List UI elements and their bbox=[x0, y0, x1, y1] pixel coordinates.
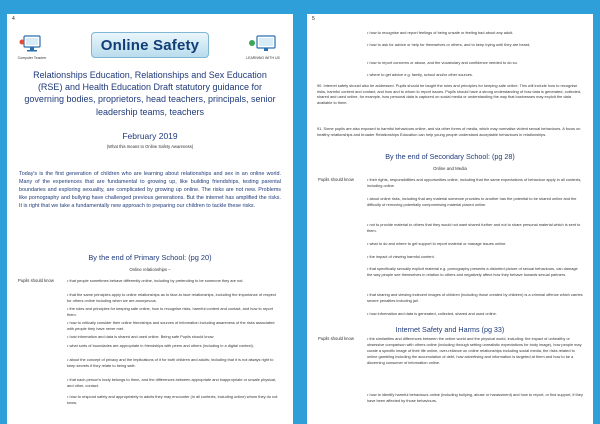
document-title: Relationships Education, Relationships and Sex Education (RSE) and Health Education Draft statutory guidance for governing bodies, proprietors, head teachers, principals, senior leadership teams, teachers bbox=[24, 70, 276, 117]
list-item: • what sorts of boundaries are appropriate in friendships with peers and others (including in a digital context). bbox=[67, 343, 254, 348]
list-item: • that specifically sexually explicit material e.g. pornography presents a distorted picture of sexual behaviours, can damage the way people see themselves in relation to others and negatively affect how they behave towards sexual partners. bbox=[367, 266, 578, 277]
list-item: • how to ask for advice or help for themselves or others, and to keep trying until they are heard, bbox=[367, 42, 531, 47]
online-safety-banner bbox=[91, 32, 209, 58]
list-item: • how to report concerns or abuse, and the vocabulary and confidence needed to do so. bbox=[367, 60, 518, 65]
section-subheading: Online relationships – bbox=[129, 267, 171, 272]
computer-teacher-logo bbox=[17, 34, 47, 60]
list-item: • their rights, responsibilities and opportunities online, including that the same expectations of behaviour apply in all contexts, including online. bbox=[367, 177, 582, 188]
pupils-label: Pupils should know bbox=[318, 336, 354, 341]
pupils-label: Pupils should know bbox=[318, 177, 354, 182]
page-number: 4 bbox=[12, 16, 15, 22]
list-item: • how to recognise and report feelings of being unsafe or feeling bad about any adult. bbox=[367, 30, 514, 35]
learning-logo bbox=[243, 34, 283, 60]
list-item: • about the concept of privacy and the implications of it for both children and adults; including that it is not always right to keep secrets if they relate to being safe. bbox=[67, 357, 274, 368]
list-item: • the similarities and differences between the online world and the physical world, including: the impact of unhealthy or obsessive comparison with others online (including through setting unrealistic expectations for body image), how people may curate a specific image of their life online, over-reliance on online relationships including social media, the risks related to online gambling including the accumulation of debt, how advertising and information is targeted at them and how to be a discerning consumer of information online. bbox=[367, 336, 582, 365]
list-item: • what to do and where to get support to report material or manage issues online. bbox=[367, 241, 507, 246]
list-item: • how information and data is shared and used online. Being safe Pupils should know bbox=[67, 334, 214, 339]
intro-paragraph: Today's is the first generation of children who are learning about relationships and sex in an online world. Many of the experiences that are fundamental to growing up, like building friendships, testing parental boundaries and exploring sexuality, are complicated by growing up online. The risks are not new. Problems like pornography and bullying have challenged previous generations. But the internet has amplified the risks. It is right that we take a fundamentally new approach to preparing our children to tackle these risks. bbox=[19, 171, 281, 210]
section-heading: By the end of Secondary School: (pg 28) bbox=[385, 152, 515, 161]
page-number: 5 bbox=[312, 16, 315, 22]
logo-caption: LEARNING WITH US bbox=[246, 56, 280, 60]
pupils-label: Pupils should know bbox=[18, 278, 54, 283]
monitor-icon bbox=[243, 34, 283, 54]
list-item: • how to critically consider their online friendships and sources of information including awareness of the risks associated with people they have never met. bbox=[67, 320, 275, 331]
section-heading-2: Internet Safety and Harms (pg 33) bbox=[395, 325, 505, 334]
left-page bbox=[7, 14, 293, 424]
list-item: • that each person's body belongs to them, and the differences between appropriate and inappropriate or unsafe physical, and other, contact. bbox=[67, 377, 277, 388]
list-item: • how to respond safely and appropriately to adults they may encounter (in all contexts, including online) whom they do not know. bbox=[67, 394, 278, 405]
banner-text: Online Safety bbox=[100, 36, 200, 54]
document-note: (What this means to Online Safety Awareness) bbox=[106, 144, 194, 149]
list-item: • that sharing and viewing indecent images of children (including those created by children) is a criminal offence which carries severe penalties including jail. bbox=[367, 292, 583, 303]
list-item: • how to identify harmful behaviours online (including bullying, abuse or harassment) and how to report, or find support, if they have been affected by those behaviours. bbox=[367, 392, 583, 403]
paragraph-90: 90. Internet safety should also be addressed. Pupils should be taught the rules and principles for keeping safe online. This will include how to recognise risks, harmful content and contact, and how and to whom to report issues. Pupils should have a strong understanding of how data is generated, collected, shared and used online, for example, how personal data is captured on social media or understanding the way that businesses may exploit the data available to them. bbox=[317, 83, 582, 105]
list-item: • where to get advice e.g. family, school and/or other sources. bbox=[367, 72, 473, 77]
document-date: February 2019 bbox=[122, 131, 178, 141]
list-item: • the rules and principles for keeping safe online, how to recognise risks, harmful content and contact, and how to report them. bbox=[67, 306, 273, 317]
monitor-icon bbox=[17, 34, 47, 54]
list-item: • how information and data is generated, collected, shared and used online. bbox=[367, 311, 497, 316]
paragraph-91: 91. Some pupils are also exposed to harmful behaviours online, and via other forms of media, which may normalise violent sexual behaviours. A focus on healthy relationships and broader Relationships Education can help young people understand acceptable behaviours in relationships. bbox=[317, 126, 581, 137]
list-item: • that people sometimes behave differently online, including by pretending to be someone they are not. bbox=[67, 278, 244, 283]
right-page bbox=[307, 14, 593, 424]
list-item: • that the same principles apply to online relationships as to face-to face relationships, including the importance of respect for others online including when we are anonymous. bbox=[67, 292, 276, 303]
list-item: • the impact of viewing harmful content. bbox=[367, 254, 435, 259]
section-subheading: Online and Media bbox=[433, 166, 467, 171]
section-heading: By the end of Primary School: (pg 20) bbox=[88, 253, 212, 262]
list-item: • not to provide material to others that they would not want shared further and not to share personal material which is sent to them. bbox=[367, 222, 581, 233]
logo-caption: Computer Teacher bbox=[17, 56, 47, 60]
list-item: • about online risks, including that any material someone provides to another has the potential to be shared online and the difficulty of removing potentially compromising material placed online. bbox=[367, 196, 577, 207]
